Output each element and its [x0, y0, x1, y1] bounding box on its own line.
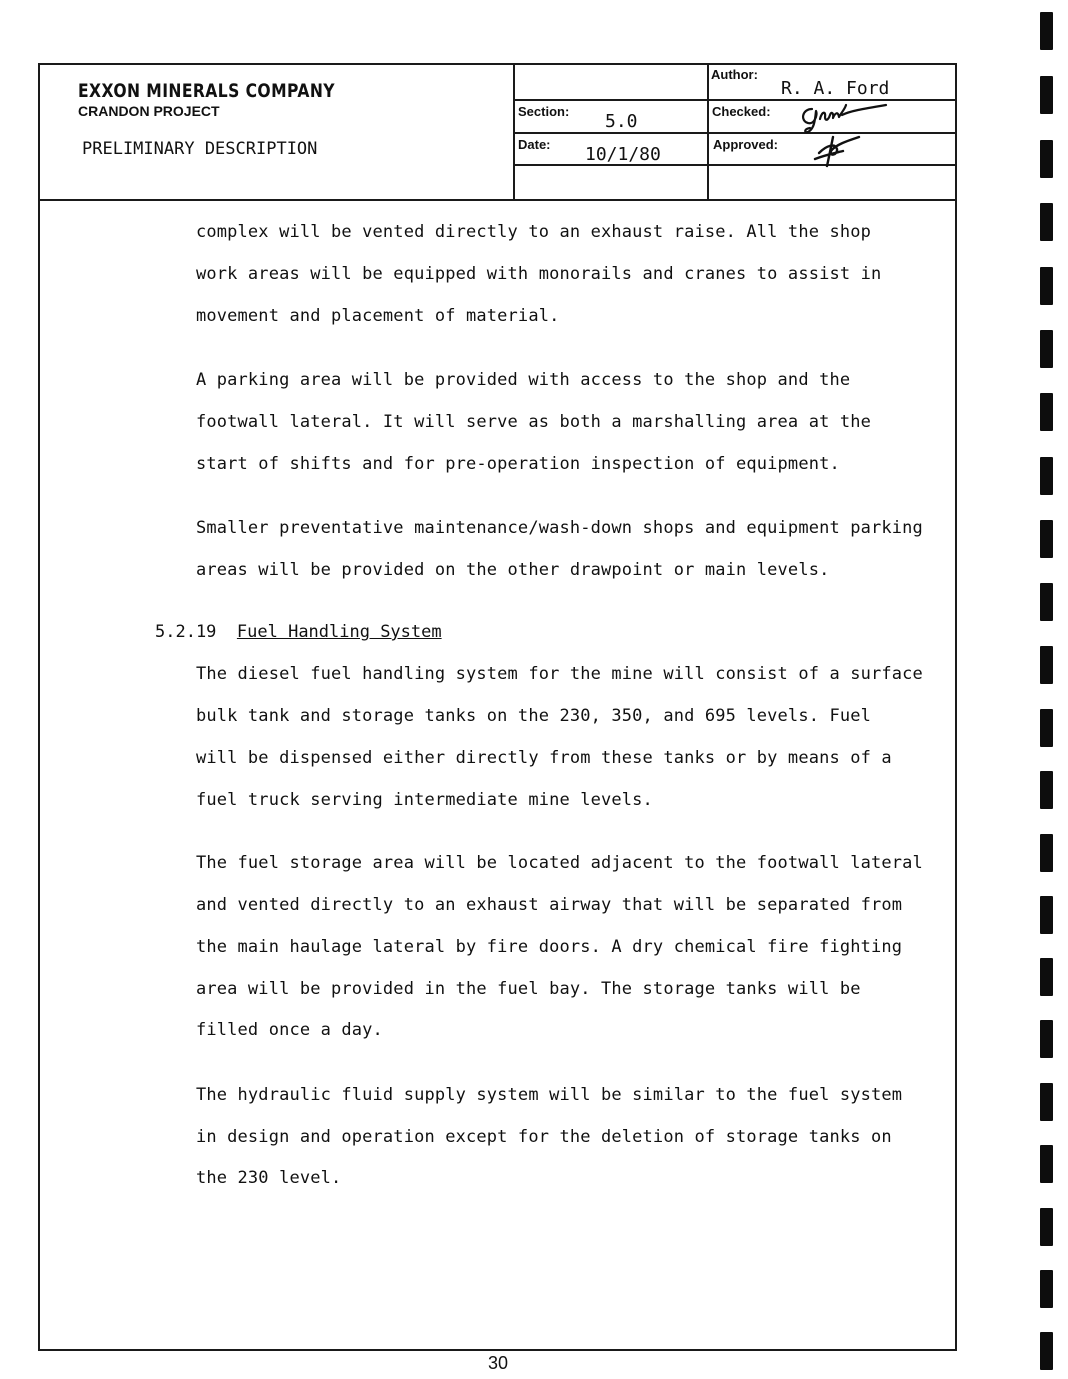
checked-label: Checked: — [712, 104, 771, 119]
binding-hole — [1040, 203, 1053, 241]
title-block — [40, 65, 955, 201]
paragraph-line: the main haulage lateral by fire doors. A dry chemical fire fighting — [196, 937, 903, 957]
paragraph-line: complex will be vented directly to an exhaust raise. All the shop — [196, 222, 872, 242]
binding-hole — [1040, 140, 1053, 178]
section-heading-number: 5.2.19 — [155, 622, 217, 642]
binding-hole — [1040, 12, 1053, 50]
binding-hole — [1040, 834, 1053, 872]
author-value: R. A. Ford — [781, 78, 890, 99]
paragraph-line: footwall lateral. It will serve as both a marshalling area at the — [196, 412, 872, 432]
binding-hole — [1040, 646, 1053, 684]
paragraph-line: The fuel storage area will be located adjacent to the footwall lateral — [196, 853, 923, 873]
page-number: 30 — [488, 1353, 509, 1373]
binding-hole — [1040, 1020, 1053, 1058]
project-name: CRANDON PROJECT — [78, 103, 220, 119]
company-name: EXXON MINERALS COMPANY — [78, 80, 336, 102]
date-value: 10/1/80 — [585, 144, 661, 165]
binding-hole — [1040, 896, 1053, 934]
grid-divider — [513, 99, 955, 101]
approved-label: Approved: — [713, 137, 778, 152]
paragraph-line: A parking area will be provided with access to the shop and the — [196, 370, 851, 390]
author-label: Author: — [711, 67, 758, 82]
grid-divider — [513, 164, 955, 166]
paragraph-line: The diesel fuel handling system for the mine will consist of a surface — [196, 664, 923, 684]
binding-hole — [1040, 1270, 1053, 1308]
binding-hole — [1040, 76, 1053, 114]
document-type: PRELIMINARY DESCRIPTION — [82, 139, 318, 159]
binding-hole — [1040, 393, 1053, 431]
binding-hole — [1040, 457, 1053, 495]
binding-hole — [1040, 1332, 1053, 1370]
approved-signature-icon — [813, 133, 863, 169]
paragraph-line: The hydraulic fluid supply system will be similar to the fuel system — [196, 1085, 903, 1105]
paragraph-line: area will be provided in the fuel bay. The storage tanks will be — [196, 979, 861, 999]
approval-grid — [513, 65, 955, 199]
paragraph-line: will be dispensed either directly from these tanks or by means of a — [196, 748, 892, 768]
paragraph-line: and vented directly to an exhaust airway that will be separated from — [196, 895, 903, 915]
paragraph-line: areas will be provided on the other drawpoint or main levels. — [196, 560, 830, 580]
binding-strip — [1040, 0, 1054, 1379]
section-heading — [155, 622, 442, 642]
date-label: Date: — [518, 137, 551, 152]
section-value: 5.0 — [605, 111, 638, 132]
paragraph-line: work areas will be equipped with monorails and cranes to assist in — [196, 264, 882, 284]
binding-hole — [1040, 709, 1053, 747]
binding-hole — [1040, 330, 1053, 368]
binding-hole — [1040, 1083, 1053, 1121]
binding-hole — [1040, 583, 1053, 621]
section-label: Section: — [518, 104, 570, 119]
binding-hole — [1040, 771, 1053, 809]
section-heading-title: Fuel Handling System — [236, 622, 442, 642]
binding-hole — [1040, 520, 1053, 558]
binding-hole — [1040, 1145, 1053, 1183]
checked-signature-icon — [798, 101, 888, 135]
binding-hole — [1040, 1208, 1053, 1246]
paragraph-line: fuel truck serving intermediate mine levels. — [196, 790, 653, 810]
paragraph-line: movement and placement of material. — [196, 306, 560, 326]
paragraph-line: bulk tank and storage tanks on the 230, 350, and 695 levels. Fuel — [196, 706, 872, 726]
paragraph-line: start of shifts and for pre-operation inspection of equipment. — [196, 454, 840, 474]
binding-hole — [1040, 267, 1053, 305]
paragraph-line: the 230 level. — [196, 1168, 342, 1188]
grid-divider — [513, 132, 955, 134]
paragraph-line: Smaller preventative maintenance/wash-down shops and equipment parking — [196, 518, 923, 538]
binding-hole — [1040, 958, 1053, 996]
paragraph-line: filled once a day. — [196, 1020, 383, 1040]
paragraph-line: in design and operation except for the deletion of storage tanks on — [196, 1127, 892, 1147]
